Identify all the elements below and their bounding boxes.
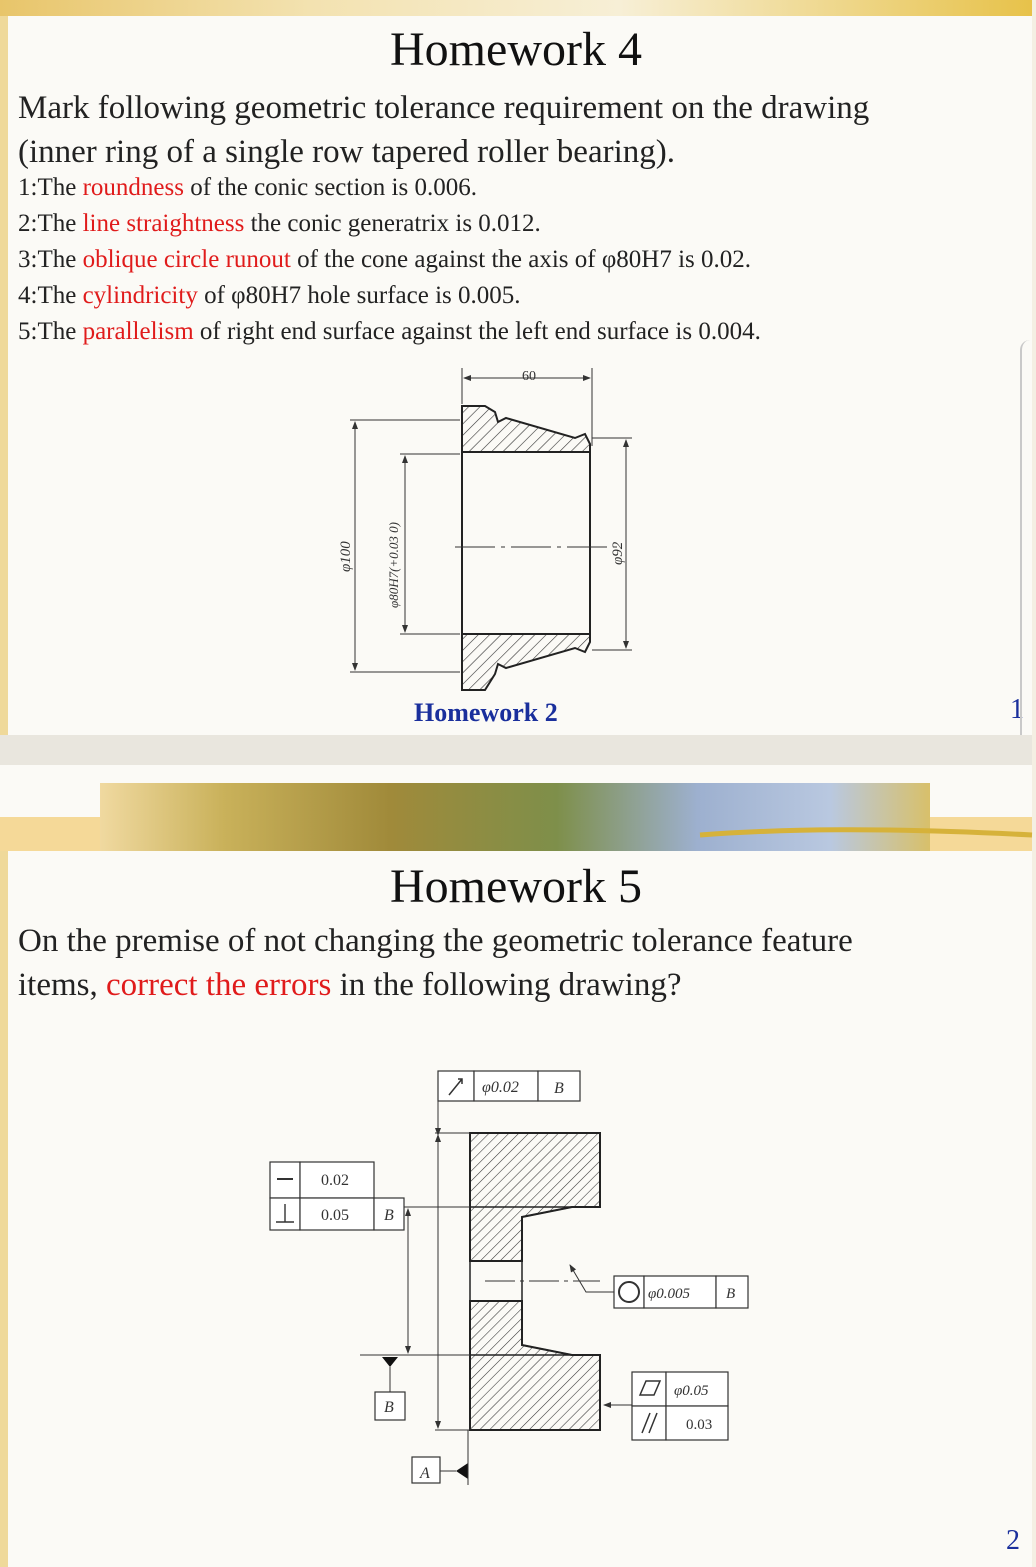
lower-section [470,1301,600,1430]
tolerance-drawing [260,1065,770,1482]
decorative-banner [0,765,1032,855]
fcf-right [614,1276,748,1308]
slide-homework-4 [0,0,1032,735]
slide-homework-5 [0,765,1032,1567]
fcf-right-value: φ0.005 [648,1286,691,1302]
fcf-left-row2-datum: B [384,1207,394,1224]
requirement-item-4: 4:The cylindricity of φ80H7 hole surface is 0.005. [18,282,521,309]
slide-separator [0,735,1032,765]
requirement-item-1: 1:The roundness of the conic section is 0.006. [18,174,477,201]
intro-line-1: On the premise of not changing the geometric tolerance feature [18,923,853,959]
fcf-right-datum: B [726,1286,736,1302]
fcf-left-row2-value: 0.05 [321,1207,349,1224]
requirement-item-2: 2:The line straightness the conic generatrix is 0.012. [18,210,541,237]
left-border-strip [0,16,8,735]
lower-section [462,634,590,690]
fcf-br-row1-value: φ0.05 [674,1383,709,1399]
page-number: 1 [1010,694,1024,725]
datum-a [412,1430,468,1485]
fcf-top-value: φ0.02 [482,1079,519,1096]
figure-caption: Homework 2 [414,698,558,727]
fcf-top-datum: B [554,1080,564,1097]
upper-section [470,1133,600,1261]
fcf-top [438,1071,580,1101]
page-number: 2 [1006,1525,1020,1556]
datum-a-label: A [420,1465,430,1482]
fcf-left [270,1162,404,1230]
upper-section [462,406,590,452]
datum-b-label: B [384,1399,394,1416]
left-border-strip [0,851,8,1567]
dim-60-label: 60 [522,369,536,384]
dim-phi80h7-label: φ80H7(+0.03 0) [386,521,401,608]
requirement-item-3: 3:The oblique circle runout of the cone against the axis of φ80H7 is 0.02. [18,246,752,273]
dim-phi100-label: φ100 [338,541,354,572]
page-title: Homework 5 [390,860,642,913]
fcf-br-row2-value: 0.03 [686,1417,713,1433]
fcf-left-row1-value: 0.02 [321,1172,349,1189]
datum-b [375,1355,405,1420]
fcf-bottom-right [632,1372,728,1440]
intro-line-2: (inner ring of a single row tapered roller bearing). [18,134,675,170]
intro-line-2: items, correct the errors in the following drawing? [18,967,682,1003]
dim-phi92-label: φ92 [610,541,626,565]
scrollbar[interactable] [1020,340,1036,780]
bearing-ring-drawing [300,360,680,700]
intro-line-1: Mark following geometric tolerance requirement on the drawing [18,90,870,126]
decorative-banner [0,0,1032,16]
requirement-item-5: 5:The parallelism of right end surface against the left end surface is 0.004. [18,318,761,345]
page-title: Homework 4 [390,23,642,76]
